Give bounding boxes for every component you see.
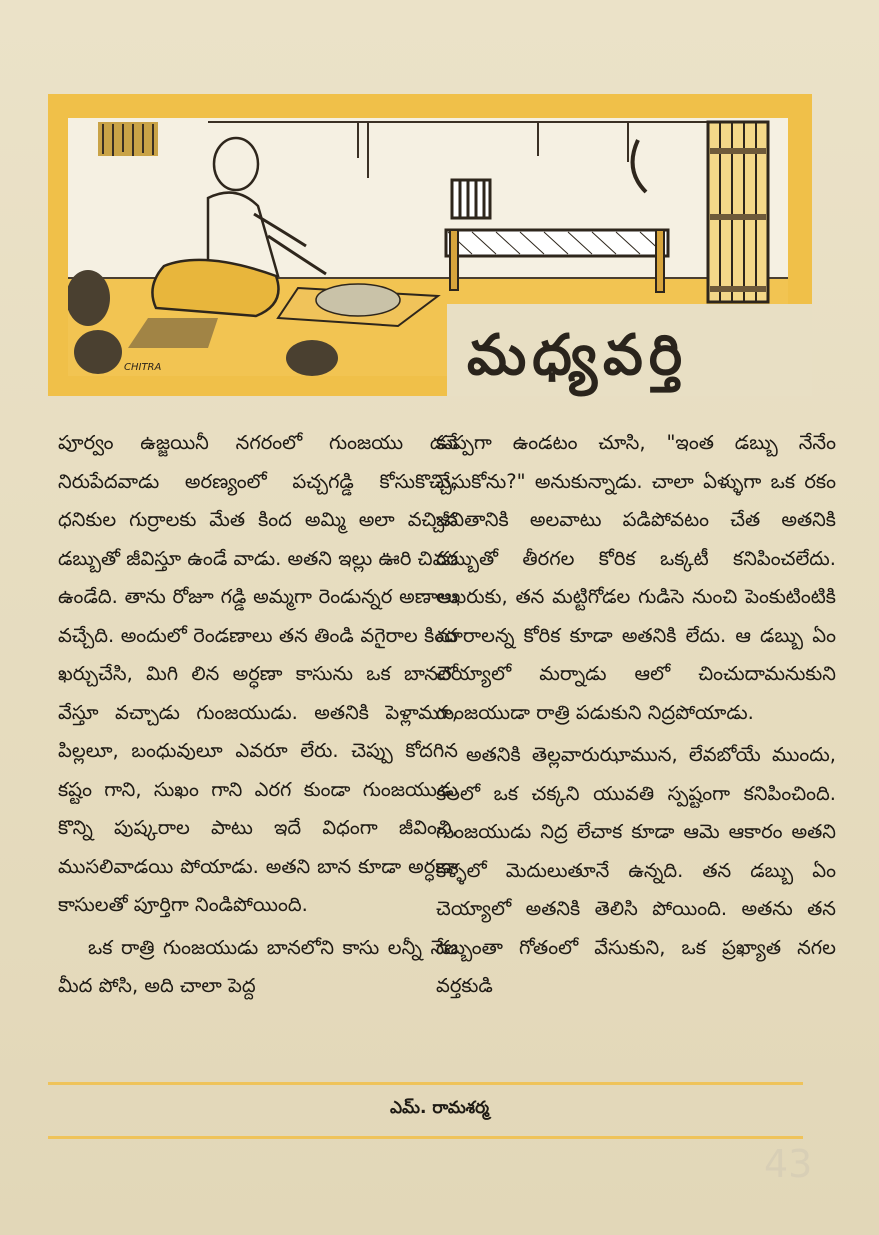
right-paragraph-1: కుప్పగా ఉండటం చూసి, "ఇంత డబ్బు నేనేం చేసుకోను?" అనుకున్నాడు. చాలా ఏళ్ళుగా ఒక రకం జీవితానికి అలవాటు పడిపోవటం చేత అతనికి డబ్బుతో తీరగల కోరిక ఒక్కటీ కనిపించలేదు. ఆఖరుకు, తన మట్టిగోడల గుడిసె నుంచి పెంకుటింటికి మారాలన్న కోరిక కూడా అతనికి లేదు. ఆ డబ్బు ఏం చెయ్యాలో మర్నాడు ఆలో చించుదామనుకుని గుంజయుడా రాత్రి పడుకుని నిద్రపోయాడు. <box>436 431 836 724</box>
bottom-divider <box>48 1136 803 1139</box>
left-paragraph-2: ఒక రాత్రి గుంజయుడు బానలోని కాసు లన్నీ నేల మీద పోసి, అది చాలా పెద్ద <box>58 935 458 997</box>
page-number: 43 <box>764 1142 813 1186</box>
right-paragraph-2: అతనికి తెల్లవారుఝామున, లేవబోయే ముందు, కలలో ఒక చక్కని యువతి స్పష్టంగా కనిపించింది. గుంజయుడు నిద్ర లేచాక కూడా ఆమె ఆకారం అతని కళ్ళలో మెదులుతూనే ఉన్నది. తన డబ్బు ఏం చెయ్యాలో అతనికి తెలిసి పోయింది. అతను తన డబ్బంతా గోతంలో వేసుకుని, ఒక ప్రఖ్యాత నగల వర్తకుడి <box>436 743 836 997</box>
left-paragraph-1: పూర్వం ఉజ్జయినీ నగరంలో గుంజయు డనే నిరుపేదవాడు అరణ్యంలో పచ్చగడ్డి కోసుకొచ్చి, ధనికుల గుర్రాలకు మేత కింద అమ్మి అలా వచ్చిన డబ్బుతో జీవిస్తూ ఉండే వాడు. అతని ఇల్లు ఊరి చివర ఉండేది. తాను రోజూ గడ్డి అమ్మగా రెండున్నర అణాలు వచ్చేది. అందులో రెండణాలు తన తిండి వగైరాల కింద ఖర్చుచేసి, మిగి లిన అర్ధణా కాసును ఒక బానలో వేస్తూ వచ్చాడు గుంజయుడు. అతనికి పెళ్లామూ, పిల్లలూ, బంధువులూ ఎవరూ లేరు. చెప్పు కోదగిన కష్టం గాని, సుఖం గాని ఎరగ కుండా గుంజయుడు కొన్ని పుష్కరాల పాటు ఇదే విధంగా జీవించి, ముసలివాడయి పోయాడు. అతని బాన కూడా అర్ధణా కాసులతో పూర్తిగా నిండిపోయింది. <box>58 431 458 916</box>
left-column <box>58 424 458 1006</box>
right-column <box>436 424 836 1006</box>
top-divider <box>48 1082 803 1085</box>
artist-signature: CHITRA <box>124 362 162 373</box>
story-title: మధ్యవర్తి <box>467 323 689 388</box>
author-name: ఎమ్. రామశర్మ <box>389 1098 490 1118</box>
